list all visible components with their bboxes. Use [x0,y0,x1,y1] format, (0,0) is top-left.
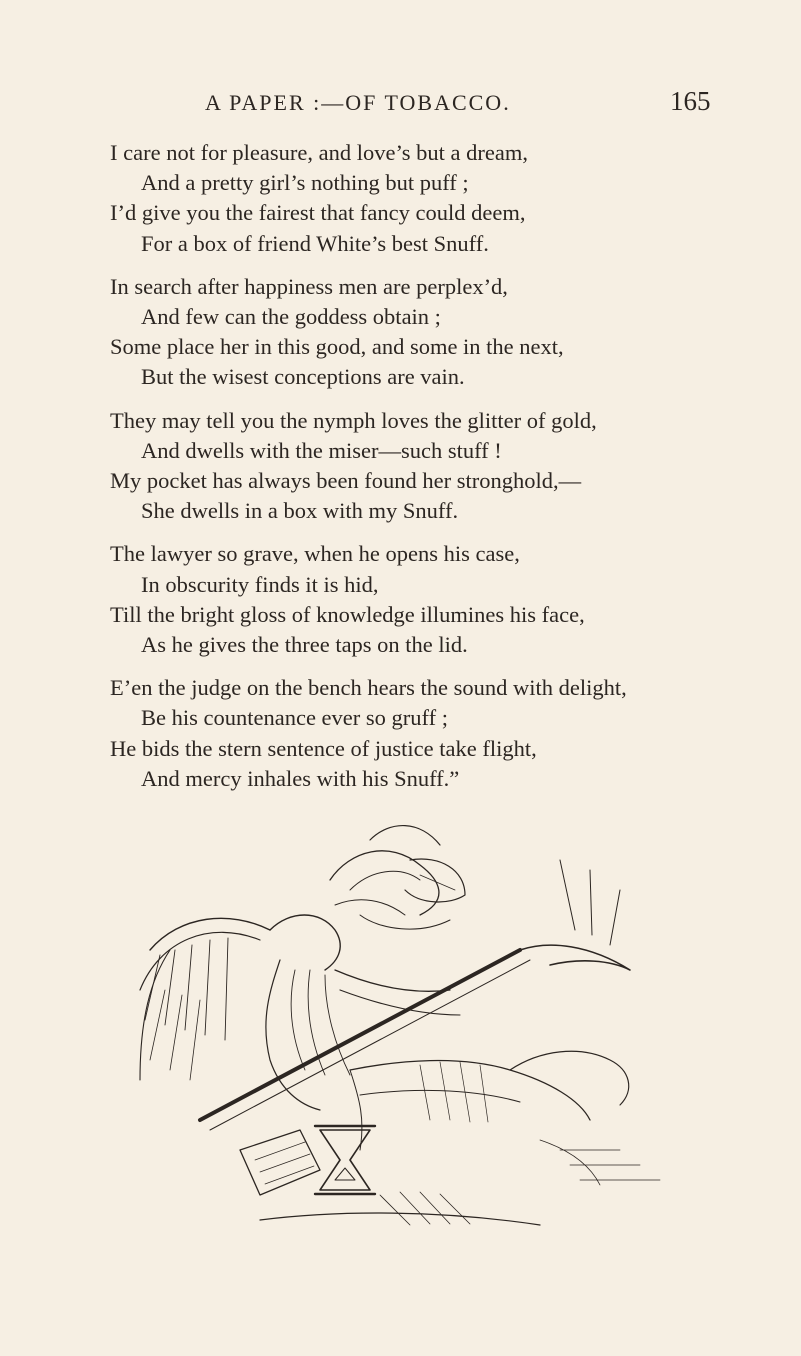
poem-line: I care not for pleasure, and love’s but a dream, [110,140,528,165]
poem-line: My pocket has always been found her stronghold,— [110,468,582,494]
stanza [110,673,800,794]
poem-line: I’d give you the fairest that fancy could deem, [110,200,526,226]
poem-line: E’en the judge on the bench hears the sound with delight, [110,675,627,701]
poem-line: And dwells with the miser—such stuff ! [141,437,502,463]
poem-line: And few can the goddess obtain ; [141,304,441,330]
poem-line: And a pretty girl’s nothing but puff ; [141,170,469,196]
poem-line: Some place her in this good, and some in the next, [110,334,564,360]
page-number: 165 [670,86,711,116]
stanza [110,138,800,259]
poem-line: For a box of friend White’s best Snuff. [141,230,489,256]
poem-line: He bids the stern sentence of justice take flight, [110,735,537,761]
poem-line: She dwells in a box with my Snuff. [141,498,459,524]
poem-line: They may tell you the nymph loves the glitter of gold, [110,407,597,433]
stanza [110,406,800,527]
poem-line: In obscurity finds it is hid, [141,571,379,597]
engraving-figure-with-scythe-and-hourglass-icon [120,820,680,1240]
stanza [110,539,800,660]
poem-line: Till the bright gloss of knowledge illumines his face, [110,601,585,627]
poem-line: In search after happiness men are perplex’d, [110,273,508,299]
poem-line: Be his countenance ever so gruff ; [141,705,448,731]
poem-line: But the wisest conceptions are vain. [141,364,465,390]
poem-line: As he gives the three taps on the lid. [141,632,468,658]
poem-line: And mercy inhales with his Snuff.” [141,765,460,791]
poem-line: The lawyer so grave, when he opens his case, [110,541,520,567]
running-head: A PAPER :—OF TOBACCO. [205,90,511,115]
stanza [110,272,800,393]
page-header [0,86,801,126]
poem [110,138,800,807]
